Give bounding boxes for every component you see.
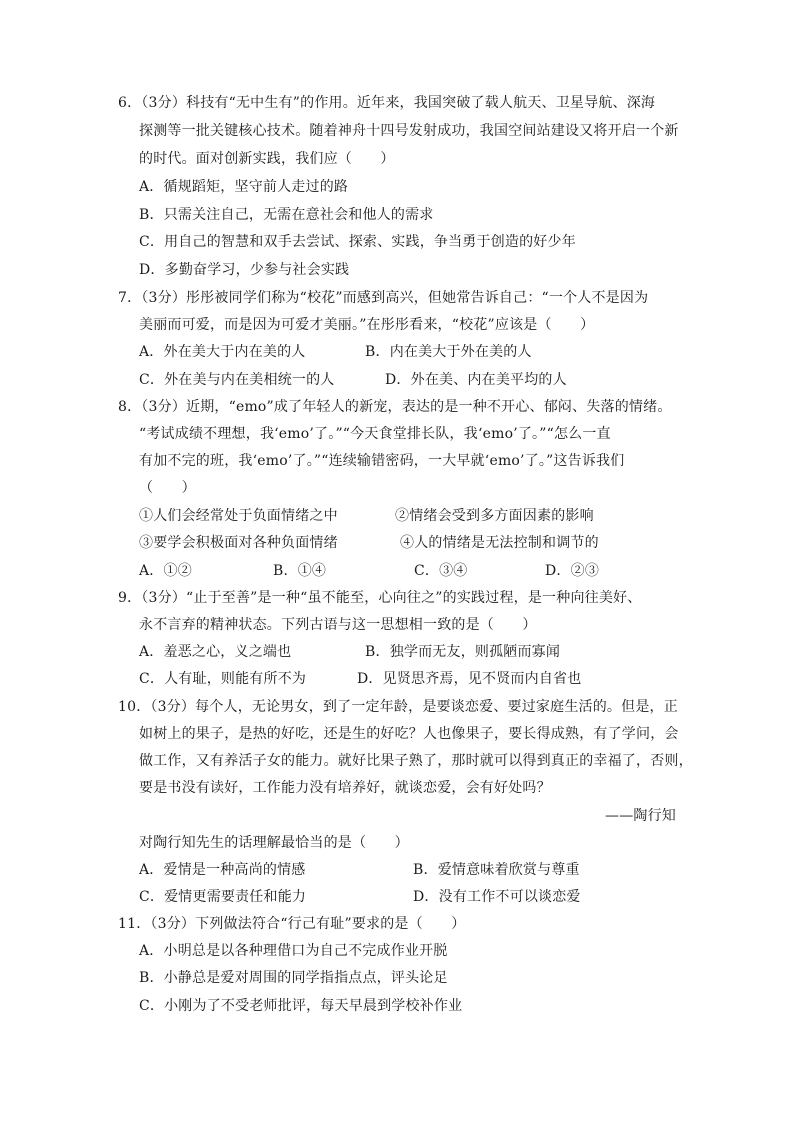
q6-option-a: A．循规蹈矩，坚守前人走过的路 — [139, 179, 349, 195]
q8-statement-1: ①人们会经常处于负面情绪之中 — [139, 508, 338, 524]
q10-stem-line-1: 10．（3分）每个人，无论男女，到了一定年龄，是要谈恋爱、要过家庭生活的。但是，正 — [118, 699, 678, 715]
q11-option-a: A．小明总是以各种理借口为自己不完成作业开脱 — [139, 943, 448, 959]
q8-statement-4: ④人的情绪是无法控制和调节的 — [400, 535, 599, 551]
q11-option-b: B．小静总是爱对周围的同学指指点点，评头论足 — [139, 970, 448, 986]
q6-option-b: B．只需关注自己，无需在意社会和他人的需求 — [139, 207, 434, 223]
q10-stem-line-4: 要是书没有读好，工作能力没有培养好，就谈恋爱，会有好处吗？ — [139, 780, 551, 796]
q6-option-d: D．多勤奋学习，少参与社会实践 — [139, 262, 350, 278]
q10-stem-line-2: 如树上的果子，是热的好吃，还是生的好吃？人也像果子，要长得成熟，有了学问，会 — [139, 726, 679, 742]
q6-stem-line-2: 探测等一批关键核心技术。随着神舟十四号发射成功，我国空间站建设又将开启一个新 — [139, 123, 679, 139]
q8-option-b: B．①④ — [273, 563, 327, 579]
q8-option-d: D．②③ — [545, 563, 600, 579]
q10-option-c: C．爱情更需要责任和能力 — [139, 889, 307, 905]
q8-stem-line-4: （ ） — [139, 480, 196, 496]
q9-option-d: D．见贤思齐焉，见不贤而内自省也 — [357, 671, 582, 687]
q10-quote-author: ——陶行知 — [605, 808, 676, 824]
q11-option-c: C．小刚为了不受老师批评，每天早晨到学校补作业 — [139, 998, 463, 1014]
q8-stem-line-2: “考试成绩不理想，我‘emo’了。”“今天食堂排长队，我‘emo’了。”“怎么一直 — [139, 426, 611, 442]
q9-option-b: B．独学而无友，则孤陋而寡闻 — [365, 644, 561, 660]
q8-option-a: A．①② — [139, 563, 192, 579]
q9-stem-line-1: 9．（3分）“止于至善”是一种“虽不能至，心向往之”的实践过程，是一种向往美好、 — [118, 590, 642, 606]
q8-stem-line-3: 有加不完的班，我‘emo’了。”“连续输错密码，一大早就‘emo’了。”这告诉我们 — [139, 453, 625, 469]
q6-stem-line-1: 6．（3分）科技有“无中生有”的作用。近年来，我国突破了载人航天、卫星导航、深海 — [118, 95, 656, 111]
q7-option-a: A．外在美大于内在美的人 — [139, 344, 306, 360]
q7-stem-line-2: 美丽而可爱，而是因为可爱才美丽。”在彤彤看来，“校花”应该是（ ） — [139, 317, 595, 333]
q10-option-a: A．爱情是一种高尚的情感 — [139, 862, 306, 878]
q10-option-b: B．爱情意味着欣赏与尊重 — [413, 862, 580, 878]
q6-option-c: C．用自己的智慧和双手去尝试、探索、实践，争当勇于创造的好少年 — [139, 234, 576, 250]
q9-option-c: C．人有耻，则能有所不为 — [139, 671, 307, 687]
q9-option-a: A．羞恶之心，义之端也 — [139, 644, 292, 660]
q10-option-d: D．没有工作不可以谈恋爱 — [413, 889, 581, 905]
q7-option-b: B．内在美大于外在美的人 — [365, 344, 532, 360]
q8-statement-3: ③要学会积极面对各种负面情绪 — [139, 535, 338, 551]
q10-stem-line-3: 做工作，又有养活子女的能力。就好比果子熟了，那时就可以得到真正的幸福了，否则， — [139, 753, 693, 769]
q9-stem-line-2: 永不言弃的精神状态。下列古语与这一思想相一致的是（ ） — [139, 617, 537, 633]
q10-question: 对陶行知先生的话理解最恰当的是（ ） — [139, 835, 409, 851]
q8-statement-2: ②情绪会受到多方面因素的影响 — [395, 508, 594, 524]
q7-stem-line-1: 7．（3分）彤彤被同学们称为“校花”而感到高兴，但她常告诉自己：“一个人不是因为 — [118, 290, 649, 306]
q8-stem-line-1: 8．（3分）近期，“emo”成了年轻人的新宠，表达的是一种不开心、郁闷、失落的情绪。 — [118, 399, 672, 415]
q6-stem-line-3: 的时代。面对创新实践，我们应（ ） — [139, 151, 395, 167]
q11-stem-line-1: 11．（3分）下列做法符合“行己有耻”要求的是（ ） — [118, 916, 466, 932]
q8-option-c: C．③④ — [414, 563, 468, 579]
q7-option-d: D．外在美、内在美平均的人 — [385, 372, 567, 388]
q7-option-c: C．外在美与内在美相统一的人 — [139, 372, 335, 388]
